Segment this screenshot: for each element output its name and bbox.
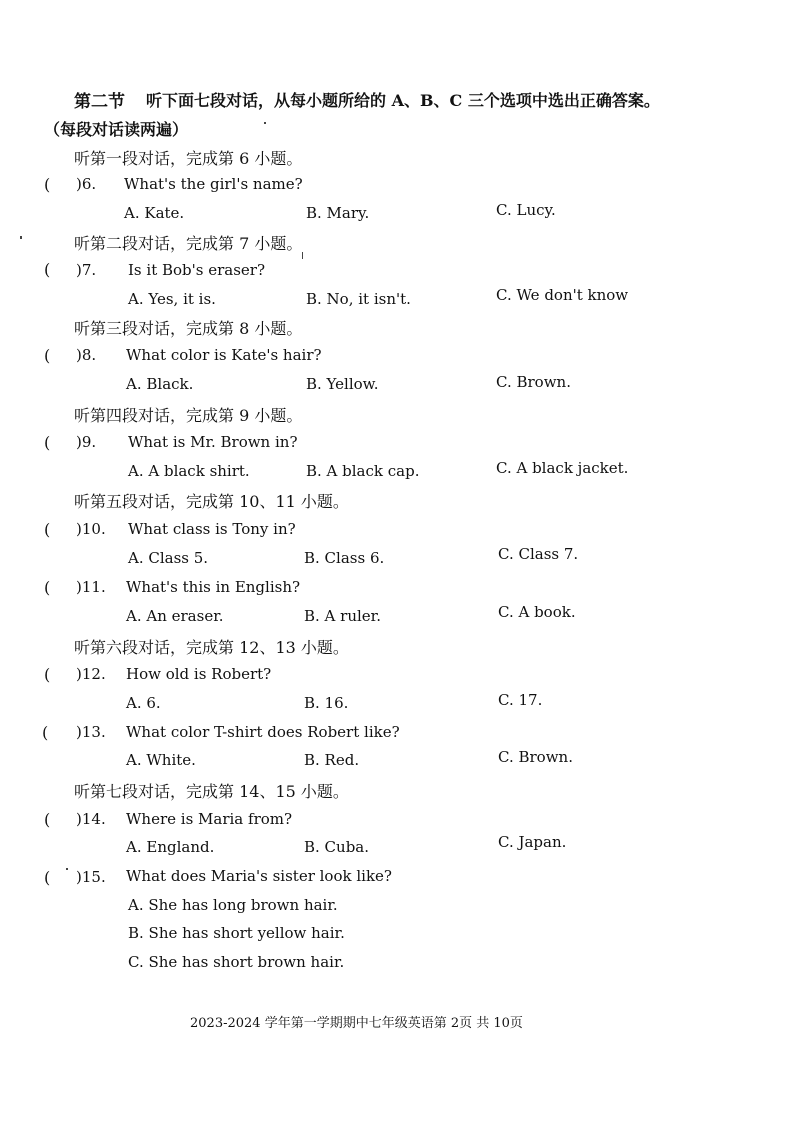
- option-b: B. Class 6.: [304, 549, 385, 567]
- answer-paren: (: [44, 868, 51, 887]
- question-number: )12.: [76, 665, 106, 683]
- option-b: B. Red.: [304, 751, 360, 769]
- question-number: )15.: [76, 868, 106, 886]
- answer-paren: (: [44, 578, 51, 597]
- option-a: A. Yes, it is.: [128, 290, 216, 308]
- question-number: )13.: [76, 723, 106, 741]
- option-b: B. No, it isn't.: [306, 290, 411, 308]
- dialogue-intro-4: 听第四段对话，完成第 9 小题。: [74, 406, 303, 425]
- answer-paren: (: [44, 810, 51, 829]
- question-text: What's this in English?: [126, 578, 301, 596]
- dialogue-intro-2: 听第二段对话，完成第 7 小题。: [74, 234, 303, 253]
- option-a: A. England.: [126, 838, 215, 856]
- option-b: B. Cuba.: [304, 838, 370, 856]
- scan-speck: [66, 868, 68, 870]
- option-b: B. A black cap.: [306, 462, 420, 480]
- answer-paren: (: [44, 433, 51, 452]
- answer-paren: (: [44, 346, 51, 365]
- question-number: )11.: [76, 578, 106, 596]
- option-a: A. A black shirt.: [128, 462, 250, 480]
- option-c: C. A book.: [498, 603, 576, 621]
- dialogue-intro-1: 听第一段对话，完成第 6 小题。: [74, 149, 303, 168]
- option-c: C. We don't know: [496, 286, 629, 304]
- question-text: What color T-shirt does Robert like?: [126, 723, 400, 741]
- option-b: B. 16.: [304, 694, 349, 712]
- answer-paren: (: [42, 723, 49, 742]
- option-c: C. A black jacket.: [496, 459, 629, 477]
- scan-speck: [302, 252, 303, 259]
- option-b: B. A ruler.: [304, 607, 381, 625]
- option-b: B. Yellow.: [306, 375, 379, 393]
- dialogue-intro-7: 听第七段对话，完成第 14、15 小题。: [74, 782, 349, 801]
- answer-paren: (: [44, 175, 51, 194]
- section-instruction: 听下面七段对话，从每小题所给的 A、B、C 三个选项中选出正确答案。: [146, 91, 660, 110]
- question-number: )7.: [76, 261, 97, 279]
- dialogue-intro-5: 听第五段对话，完成第 10、11 小题。: [74, 492, 349, 511]
- answer-paren: (: [44, 665, 51, 684]
- option-a: A. She has long brown hair.: [128, 896, 338, 914]
- option-c: C. Japan.: [498, 833, 567, 851]
- option-a: A. An eraser.: [126, 607, 224, 625]
- question-number: )6.: [76, 175, 97, 193]
- dialogue-intro-3: 听第三段对话，完成第 8 小题。: [74, 319, 303, 338]
- question-text: What class is Tony in?: [128, 520, 296, 538]
- scan-speck: [20, 236, 22, 239]
- option-a: A. Kate.: [124, 204, 185, 222]
- dialogue-intro-6: 听第六段对话，完成第 12、13 小题。: [74, 638, 349, 657]
- answer-paren: (: [44, 260, 51, 279]
- section-note: （每段对话读两遍）: [44, 120, 189, 139]
- question-number: )10.: [76, 520, 106, 538]
- option-c: C. Lucy.: [496, 201, 556, 219]
- page-footer: 2023-2024 学年第一学期期中七年级英语第 2页 共 10页: [190, 1016, 523, 1031]
- option-b: B. She has short yellow hair.: [128, 924, 345, 942]
- option-a: A. 6.: [126, 694, 161, 712]
- question-number: )14.: [76, 810, 106, 828]
- question-number: )9.: [76, 433, 97, 451]
- question-text: What does Maria's sister look like?: [126, 867, 392, 885]
- question-text: Where is Maria from?: [126, 810, 293, 828]
- option-c: C. Class 7.: [498, 545, 579, 563]
- question-text: How old is Robert?: [126, 665, 272, 683]
- section-title: 第二节: [74, 92, 125, 112]
- option-a: A. Black.: [126, 375, 194, 393]
- question-text: What is Mr. Brown in?: [128, 433, 298, 451]
- option-a: A. Class 5.: [128, 549, 209, 567]
- question-text: What's the girl's name?: [124, 175, 303, 193]
- answer-paren: (: [44, 520, 51, 539]
- option-c: C. 17.: [498, 691, 543, 709]
- option-c: C. Brown.: [498, 748, 573, 766]
- option-b: B. Mary.: [306, 204, 370, 222]
- option-c: C. Brown.: [496, 373, 571, 391]
- question-number: )8.: [76, 346, 97, 364]
- scan-speck: [264, 122, 266, 124]
- question-text: Is it Bob's eraser?: [128, 261, 266, 279]
- question-text: What color is Kate's hair?: [126, 346, 322, 364]
- option-c: C. She has short brown hair.: [128, 953, 345, 971]
- option-a: A. White.: [126, 751, 196, 769]
